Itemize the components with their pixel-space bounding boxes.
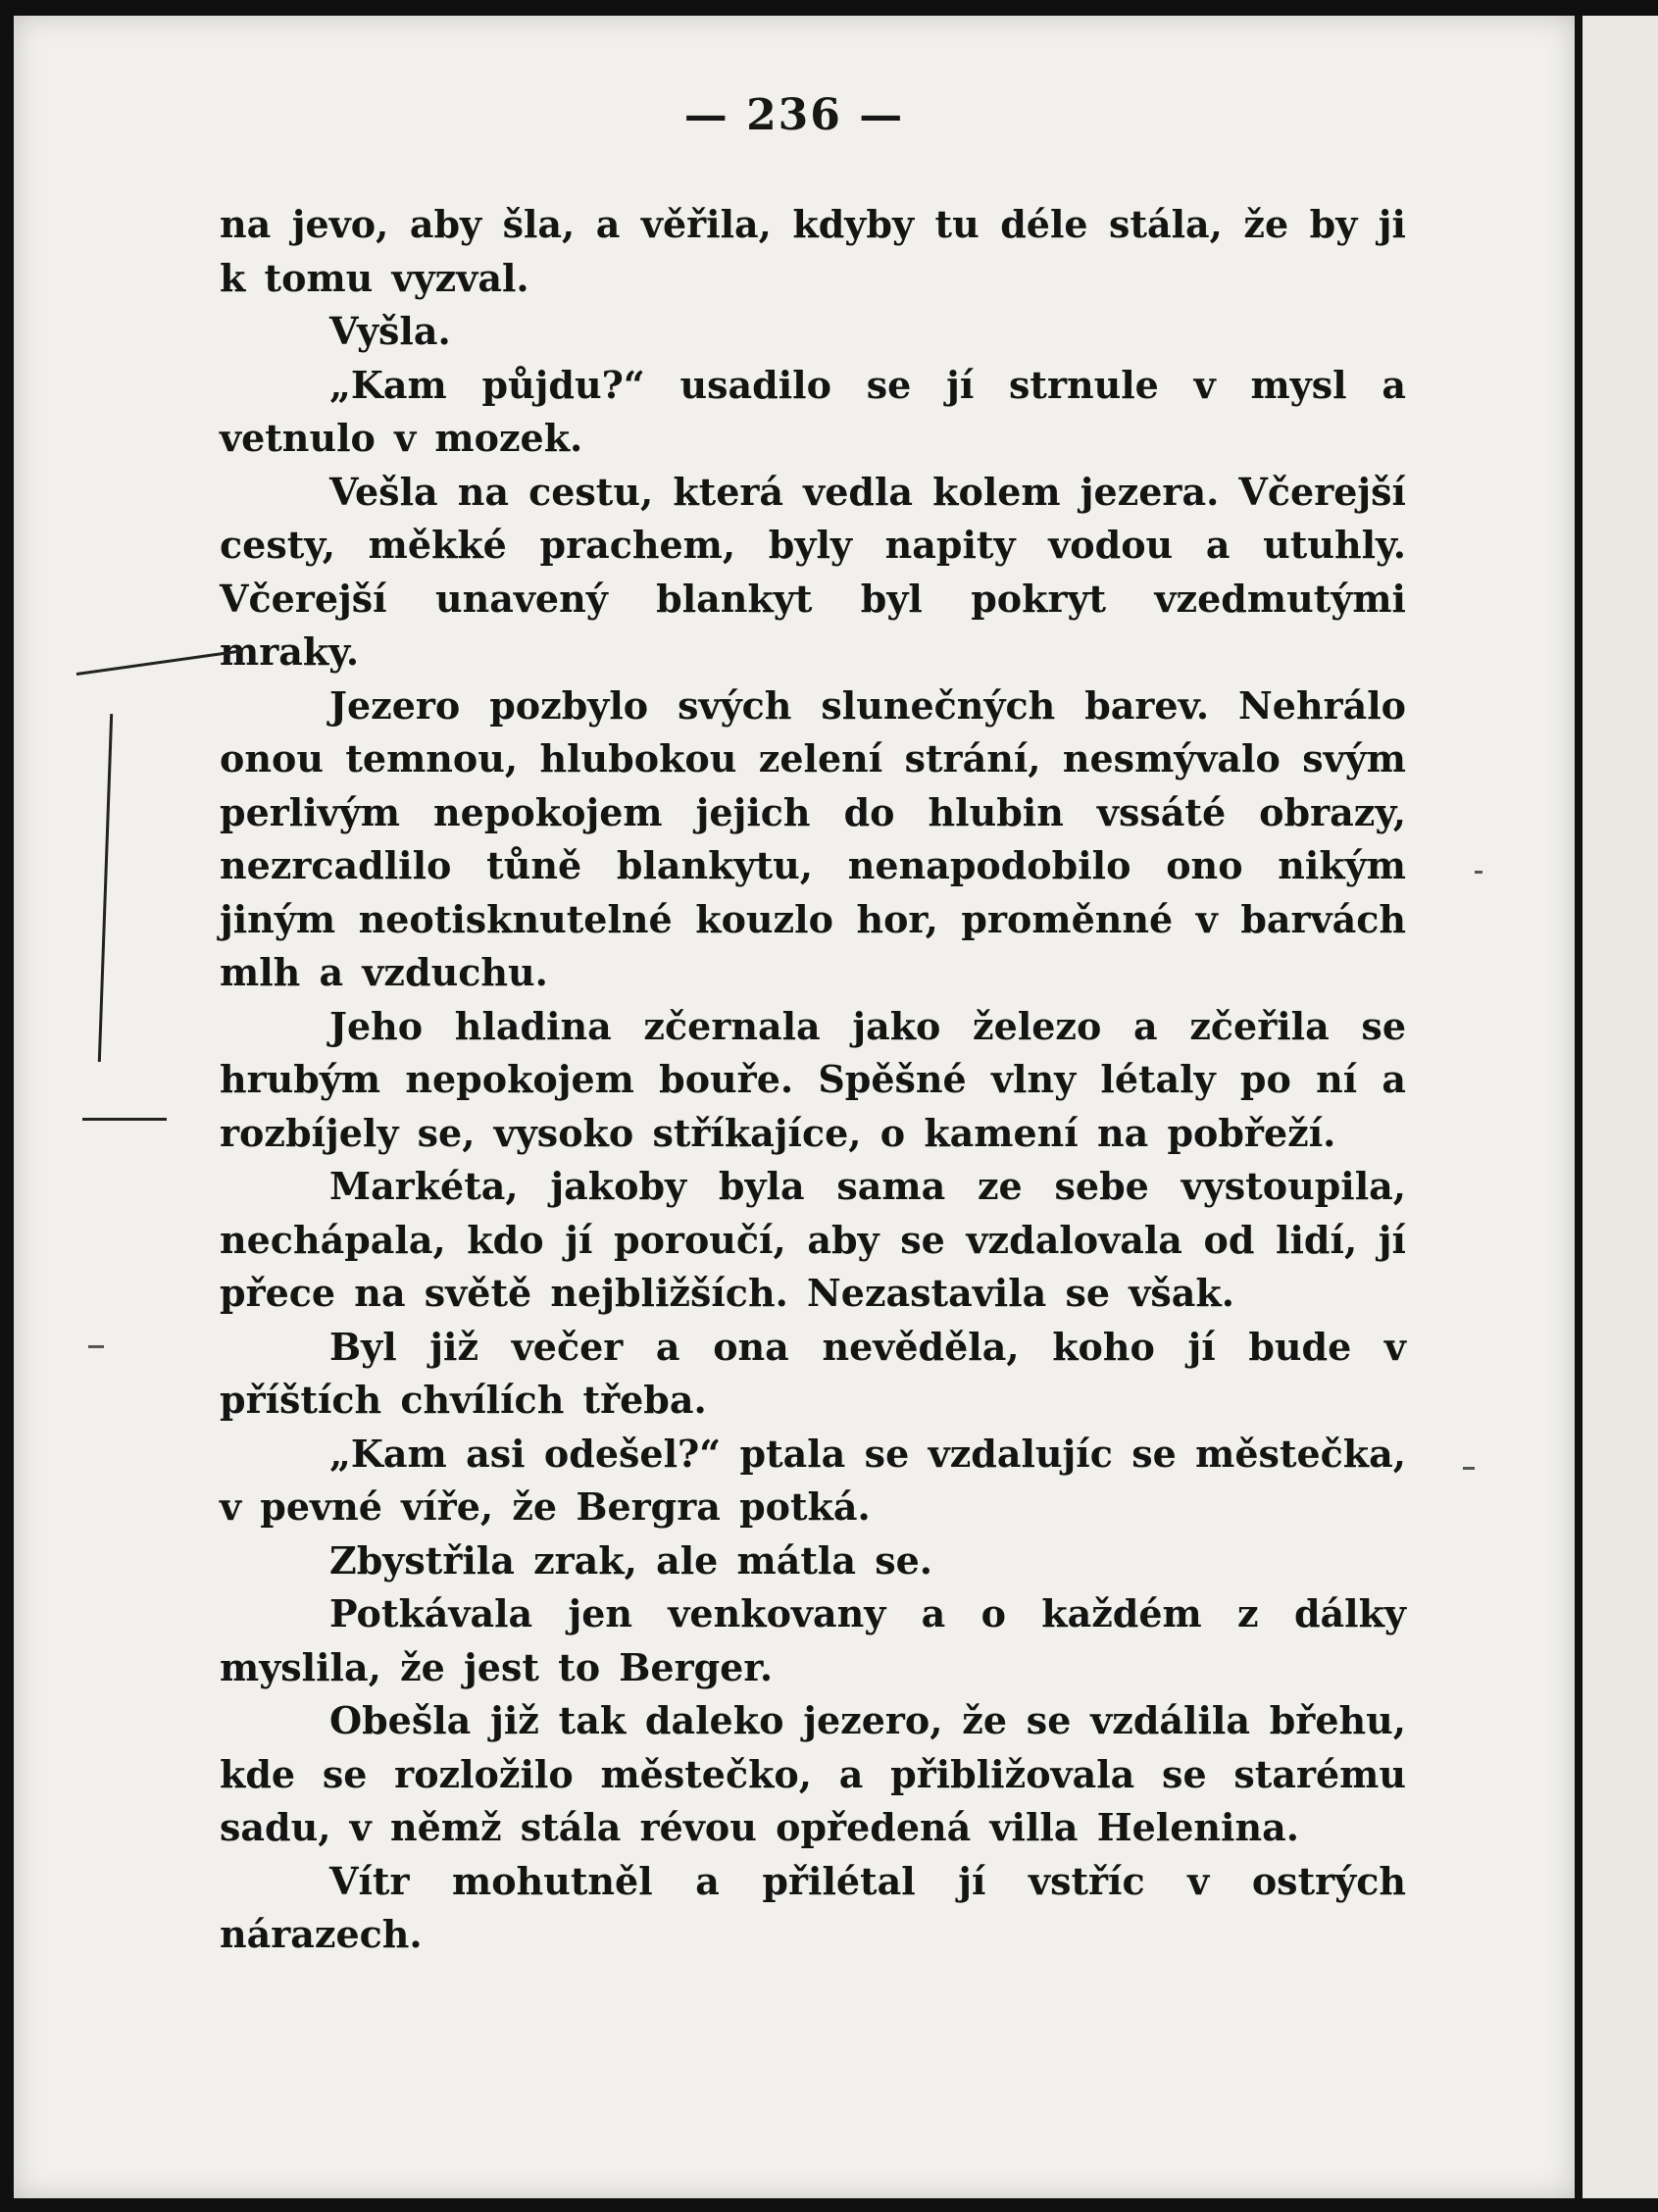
paragraph: „Kam asi odešel?“ ptala se vzdalujíc se městečka, v pevné víře, že Bergra potká. — [220, 1431, 1406, 1529]
edge-dash — [1463, 1467, 1475, 1470]
margin-mark-top — [76, 649, 242, 676]
page-gutter — [1575, 16, 1583, 2198]
paragraph: Zbystřila zrak, ale mátla se. — [329, 1537, 933, 1583]
paragraph: Jezero pozbylo svých slunečných barev. Nehrálo onou temnou, hlubokou zelení strání, nesmývalo svým perlivým nepokojem jejich do hlubin vssáté obrazy, nezrcadlilo tůně blankytu, nenapodobilo ono nikým jiným neotisknutelné kouzlo hor, proměnné v barvách mlh a vzduchu. — [220, 682, 1406, 994]
paragraph: Byl již večer a ona nevěděla, koho jí bude v příštích chvílích třeba. — [220, 1324, 1406, 1422]
adjacent-page-edge — [1583, 16, 1658, 2198]
margin-mark-bottom — [82, 1118, 167, 1121]
paragraph: „Kam půjdu?“ usadilo se jí strnule v mysl a vetnulo v mozek. — [220, 362, 1406, 460]
paragraph: na jevo, aby šla, a věřila, kdyby tu déle stála, že by ji k tomu vyzval. — [220, 202, 1406, 300]
margin-mark-vertical — [98, 714, 113, 1062]
paragraph: Vítr mohutněl a přilétal jí vstříc v ostrých nárazech. — [220, 1858, 1406, 1956]
paragraph: Jeho hladina zčernala jako železo a zčeřila se hrubým nepokojem bouře. Spěšné vlny létaly po ní a rozbíjely se, vysoko stříkajíce, o kamení na pobřeží. — [220, 1003, 1406, 1155]
book-page — [14, 16, 1575, 2198]
edge-dash — [1475, 871, 1482, 874]
paragraph: Potkávala jen venkovany a o každém z dálky myslila, že jest to Berger. — [220, 1591, 1406, 1689]
paragraph: Obešla již tak daleko jezero, že se vzdálila břehu, kde se rozložilo městečko, a přibližovala se starému sadu, v němž stála révou opředená villa Helenina. — [220, 1698, 1406, 1849]
paragraph: Vešla na cestu, která vedla kolem jezera. Včerejší cesty, měkké prachem, byly napity vodou a utuhly. Včerejší unavený blankyt byl pokryt vzedmutými mraky. — [220, 469, 1406, 674]
paragraph: Vyšla. — [329, 309, 451, 353]
paragraph: Markéta, jakoby byla sama ze sebe vystoupila, nechápala, kdo jí poroučí, aby se vzdalovala od lidí, jí přece na světě nejbližších. Nezastavila se však. — [220, 1164, 1406, 1315]
page-number: — 236 — — [683, 90, 905, 140]
edge-dash — [88, 1345, 104, 1348]
body-text — [220, 198, 1406, 1962]
